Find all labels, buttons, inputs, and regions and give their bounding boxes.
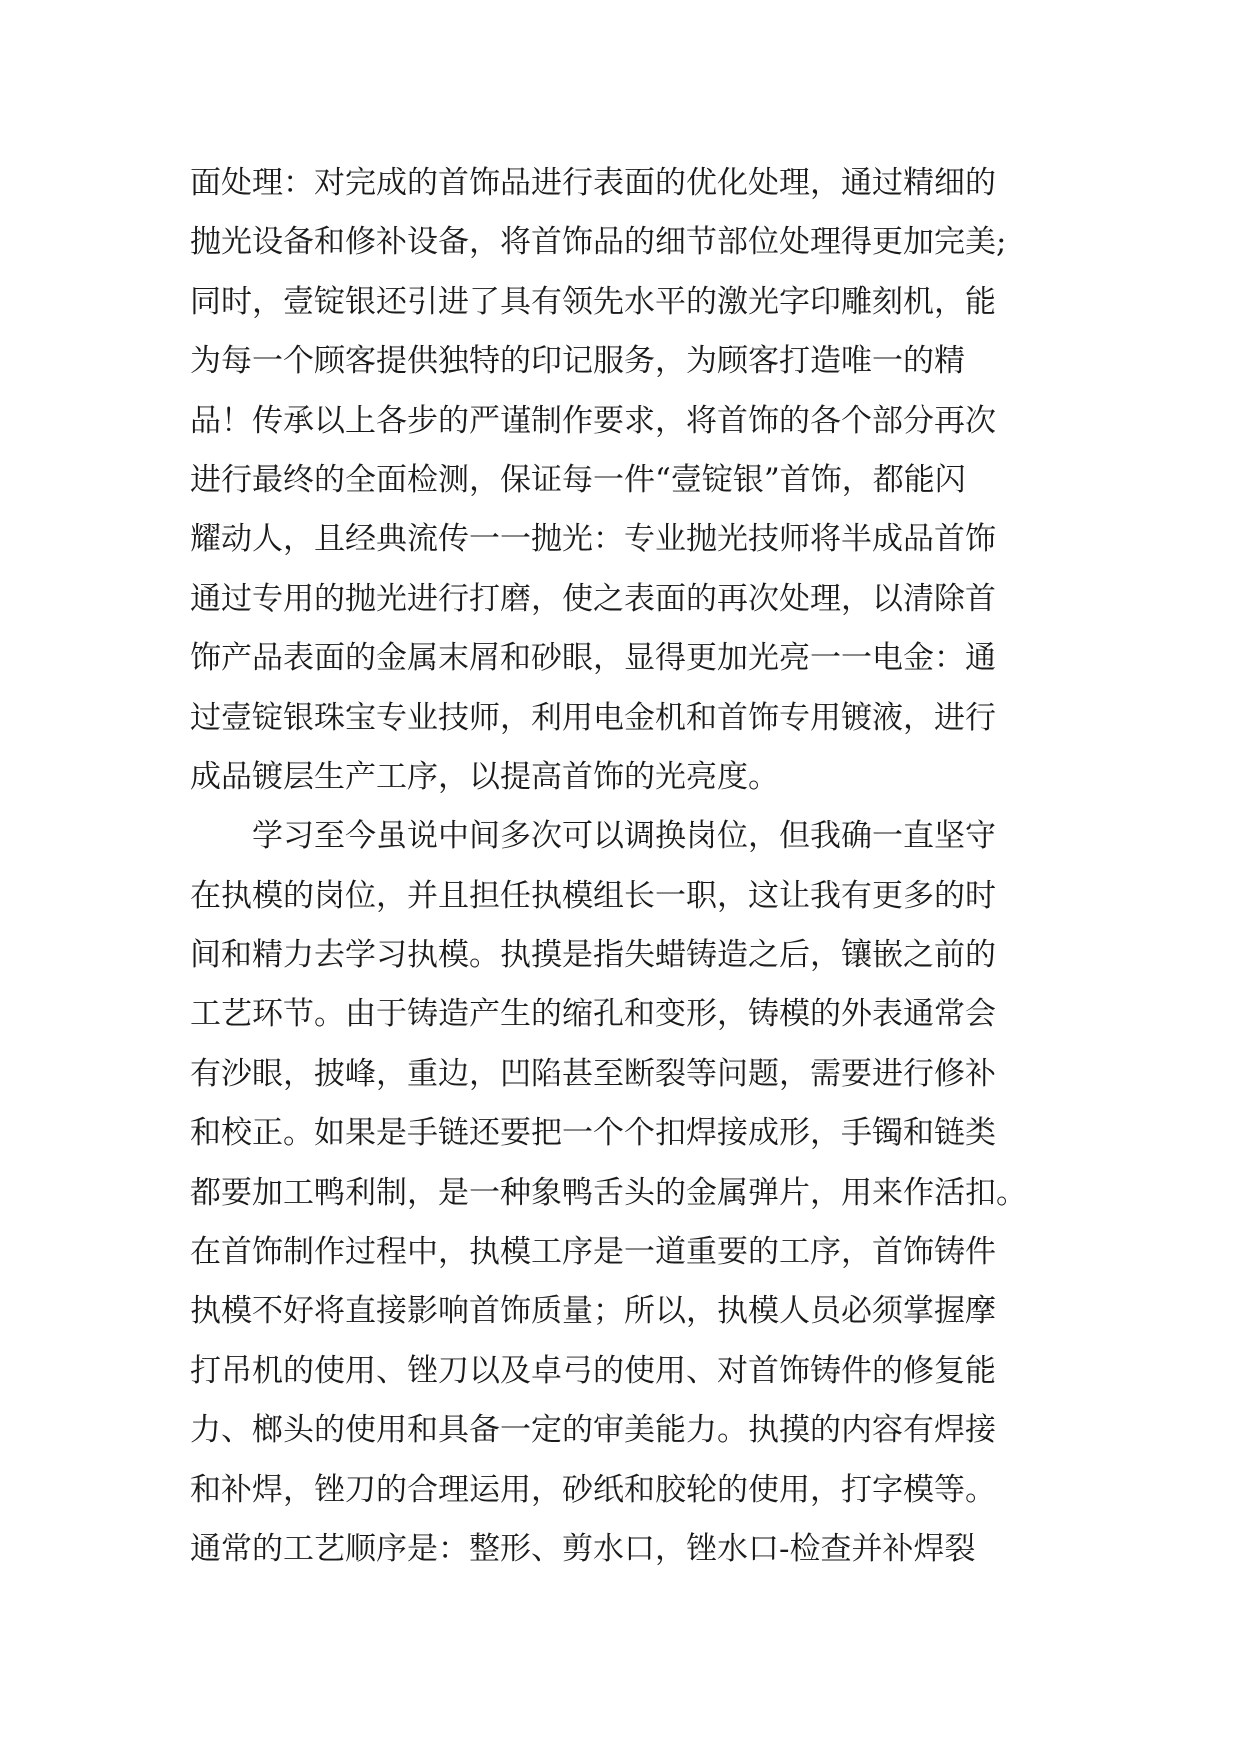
- text-line: 过壹锭银珠宝专业技师，利用电金机和首饰专用镀液，进行: [190, 699, 996, 736]
- text-line: 间和精力去学习执模。执摸是指失蜡铸造之后，镶嵌之前的: [190, 937, 996, 974]
- text-line: 成品镀层生产工序，以提高首饰的光亮度。: [190, 758, 779, 795]
- paragraph-first-line: 学习至今虽说中间多次可以调换岗位，但我确一直坚守: [252, 818, 996, 855]
- text-line: 都要加工鸭利制，是一种象鸭舌头的金属弹片，用来作活扣。: [190, 1174, 1027, 1211]
- text-line: 执模不好将直接影响首饰质量；所以，执模人员必须掌握摩: [190, 1293, 996, 1330]
- text-line: 同时，壹锭银还引进了具有领先水平的激光字印雕刻机，能: [190, 283, 996, 320]
- text-line: 打吊机的使用、锉刀以及卓弓的使用、对首饰铸件的修复能: [190, 1352, 996, 1389]
- text-line: 进行最终的全面检测，保证每一件“壹锭银”首饰，都能闪: [190, 461, 966, 498]
- text-line: 和校正。如果是手链还要把一个个扣焊接成形，手镯和链类: [190, 1115, 996, 1152]
- text-line: 力、榔头的使用和具备一定的审美能力。执摸的内容有焊接: [190, 1412, 996, 1449]
- text-line: 为每一个顾客提供独特的印记服务，为顾客打造唯一的精: [190, 343, 965, 380]
- body-text: [190, 154, 1070, 1579]
- text-line: 饰产品表面的金属末屑和砂眼，显得更加光亮一一电金：通: [190, 640, 996, 677]
- text-line: 抛光设备和修补设备，将首饰品的细节部位处理得更加完美;: [190, 224, 1007, 261]
- text-line: 在首饰制作过程中，执模工序是一道重要的工序，首饰铸件: [190, 1234, 996, 1271]
- text-line: 面处理：对完成的首饰品进行表面的优化处理，通过精细的: [190, 165, 996, 201]
- text-line: 品！传承以上各步的严谨制作要求，将首饰的各个部分再次: [190, 402, 996, 439]
- text-line: 工艺环节。由于铸造产生的缩孔和变形，铸模的外表通常会: [190, 996, 996, 1033]
- text-line: 在执模的岗位，并且担任执模组长一职，这让我有更多的时: [190, 877, 996, 914]
- text-line: 耀动人，且经典流传一一抛光：专业抛光技师将半成品首饰: [190, 521, 996, 558]
- text-line: 有沙眼，披峰，重边，凹陷甚至断裂等问题，需要进行修补: [190, 1055, 996, 1092]
- text-line: 和补焊，锉刀的合理运用，砂纸和胶轮的使用，打字模等。: [190, 1471, 996, 1508]
- text-line: 通常的工艺顺序是：整形、剪水口，锉水口-检查并补焊裂: [190, 1530, 976, 1567]
- text-line: 通过专用的抛光进行打磨，使之表面的再次处理，以清除首: [190, 580, 996, 617]
